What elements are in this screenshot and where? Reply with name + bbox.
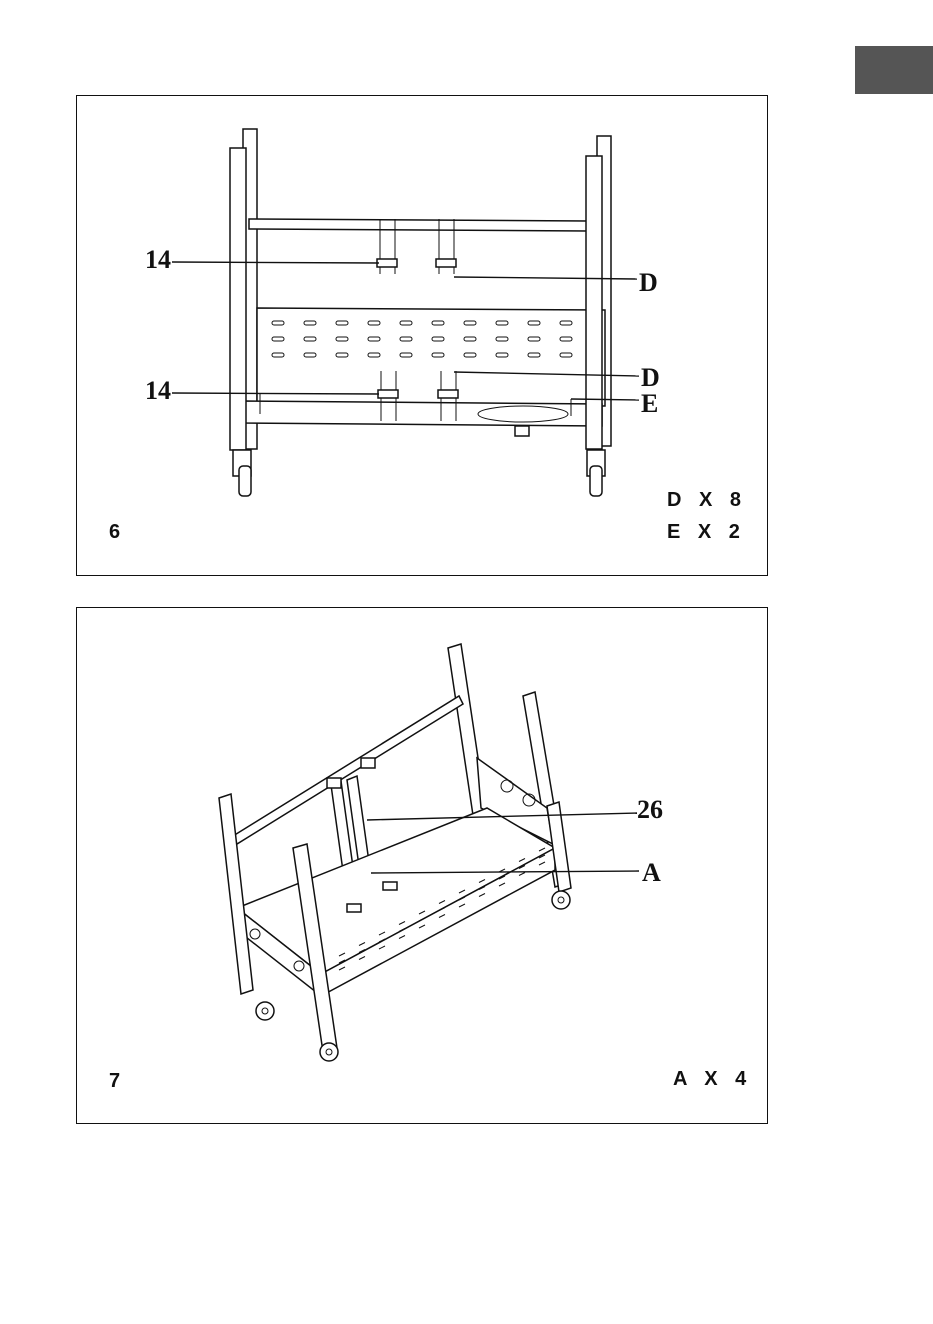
callout-14-upper: 14 [145,245,171,274]
callout-a: A [642,858,661,887]
leader-14-upper [172,262,379,263]
callout-d-lower: D [641,363,660,392]
quantity-a: A X 4 [673,1068,753,1090]
top-rail [233,696,463,844]
step-6-panel [76,95,768,576]
front-right-post [586,156,602,449]
quantity-d: D X 8 [667,489,748,511]
caster-3 [552,891,570,909]
bottom-tray [245,401,602,426]
callout-d-upper: D [639,268,658,297]
quantity-e: E X 2 [667,521,746,543]
front-left-post [219,794,253,994]
caster-right [587,450,605,496]
leader-e [571,399,639,400]
caster-2 [320,1043,338,1061]
step-number: 6 [109,521,121,543]
bracket-bottom-left [347,904,361,912]
bracket-top-right [361,758,375,768]
caster-1 [256,1002,274,1020]
callout-14-lower: 14 [145,376,171,405]
step-6-diagram [77,96,769,577]
caster-left [233,450,251,496]
bracket-top-left [327,778,341,788]
top-crossbar [249,219,587,231]
step-7-diagram [77,608,769,1125]
front-left-post [230,148,246,450]
bracket-bottom-right [383,882,397,890]
language-tab [855,46,933,94]
callout-26: 26 [637,795,663,824]
tray-tab [515,426,529,436]
step-7-panel [76,607,768,1124]
callout-e: E [641,389,659,418]
step-number: 7 [109,1070,121,1092]
